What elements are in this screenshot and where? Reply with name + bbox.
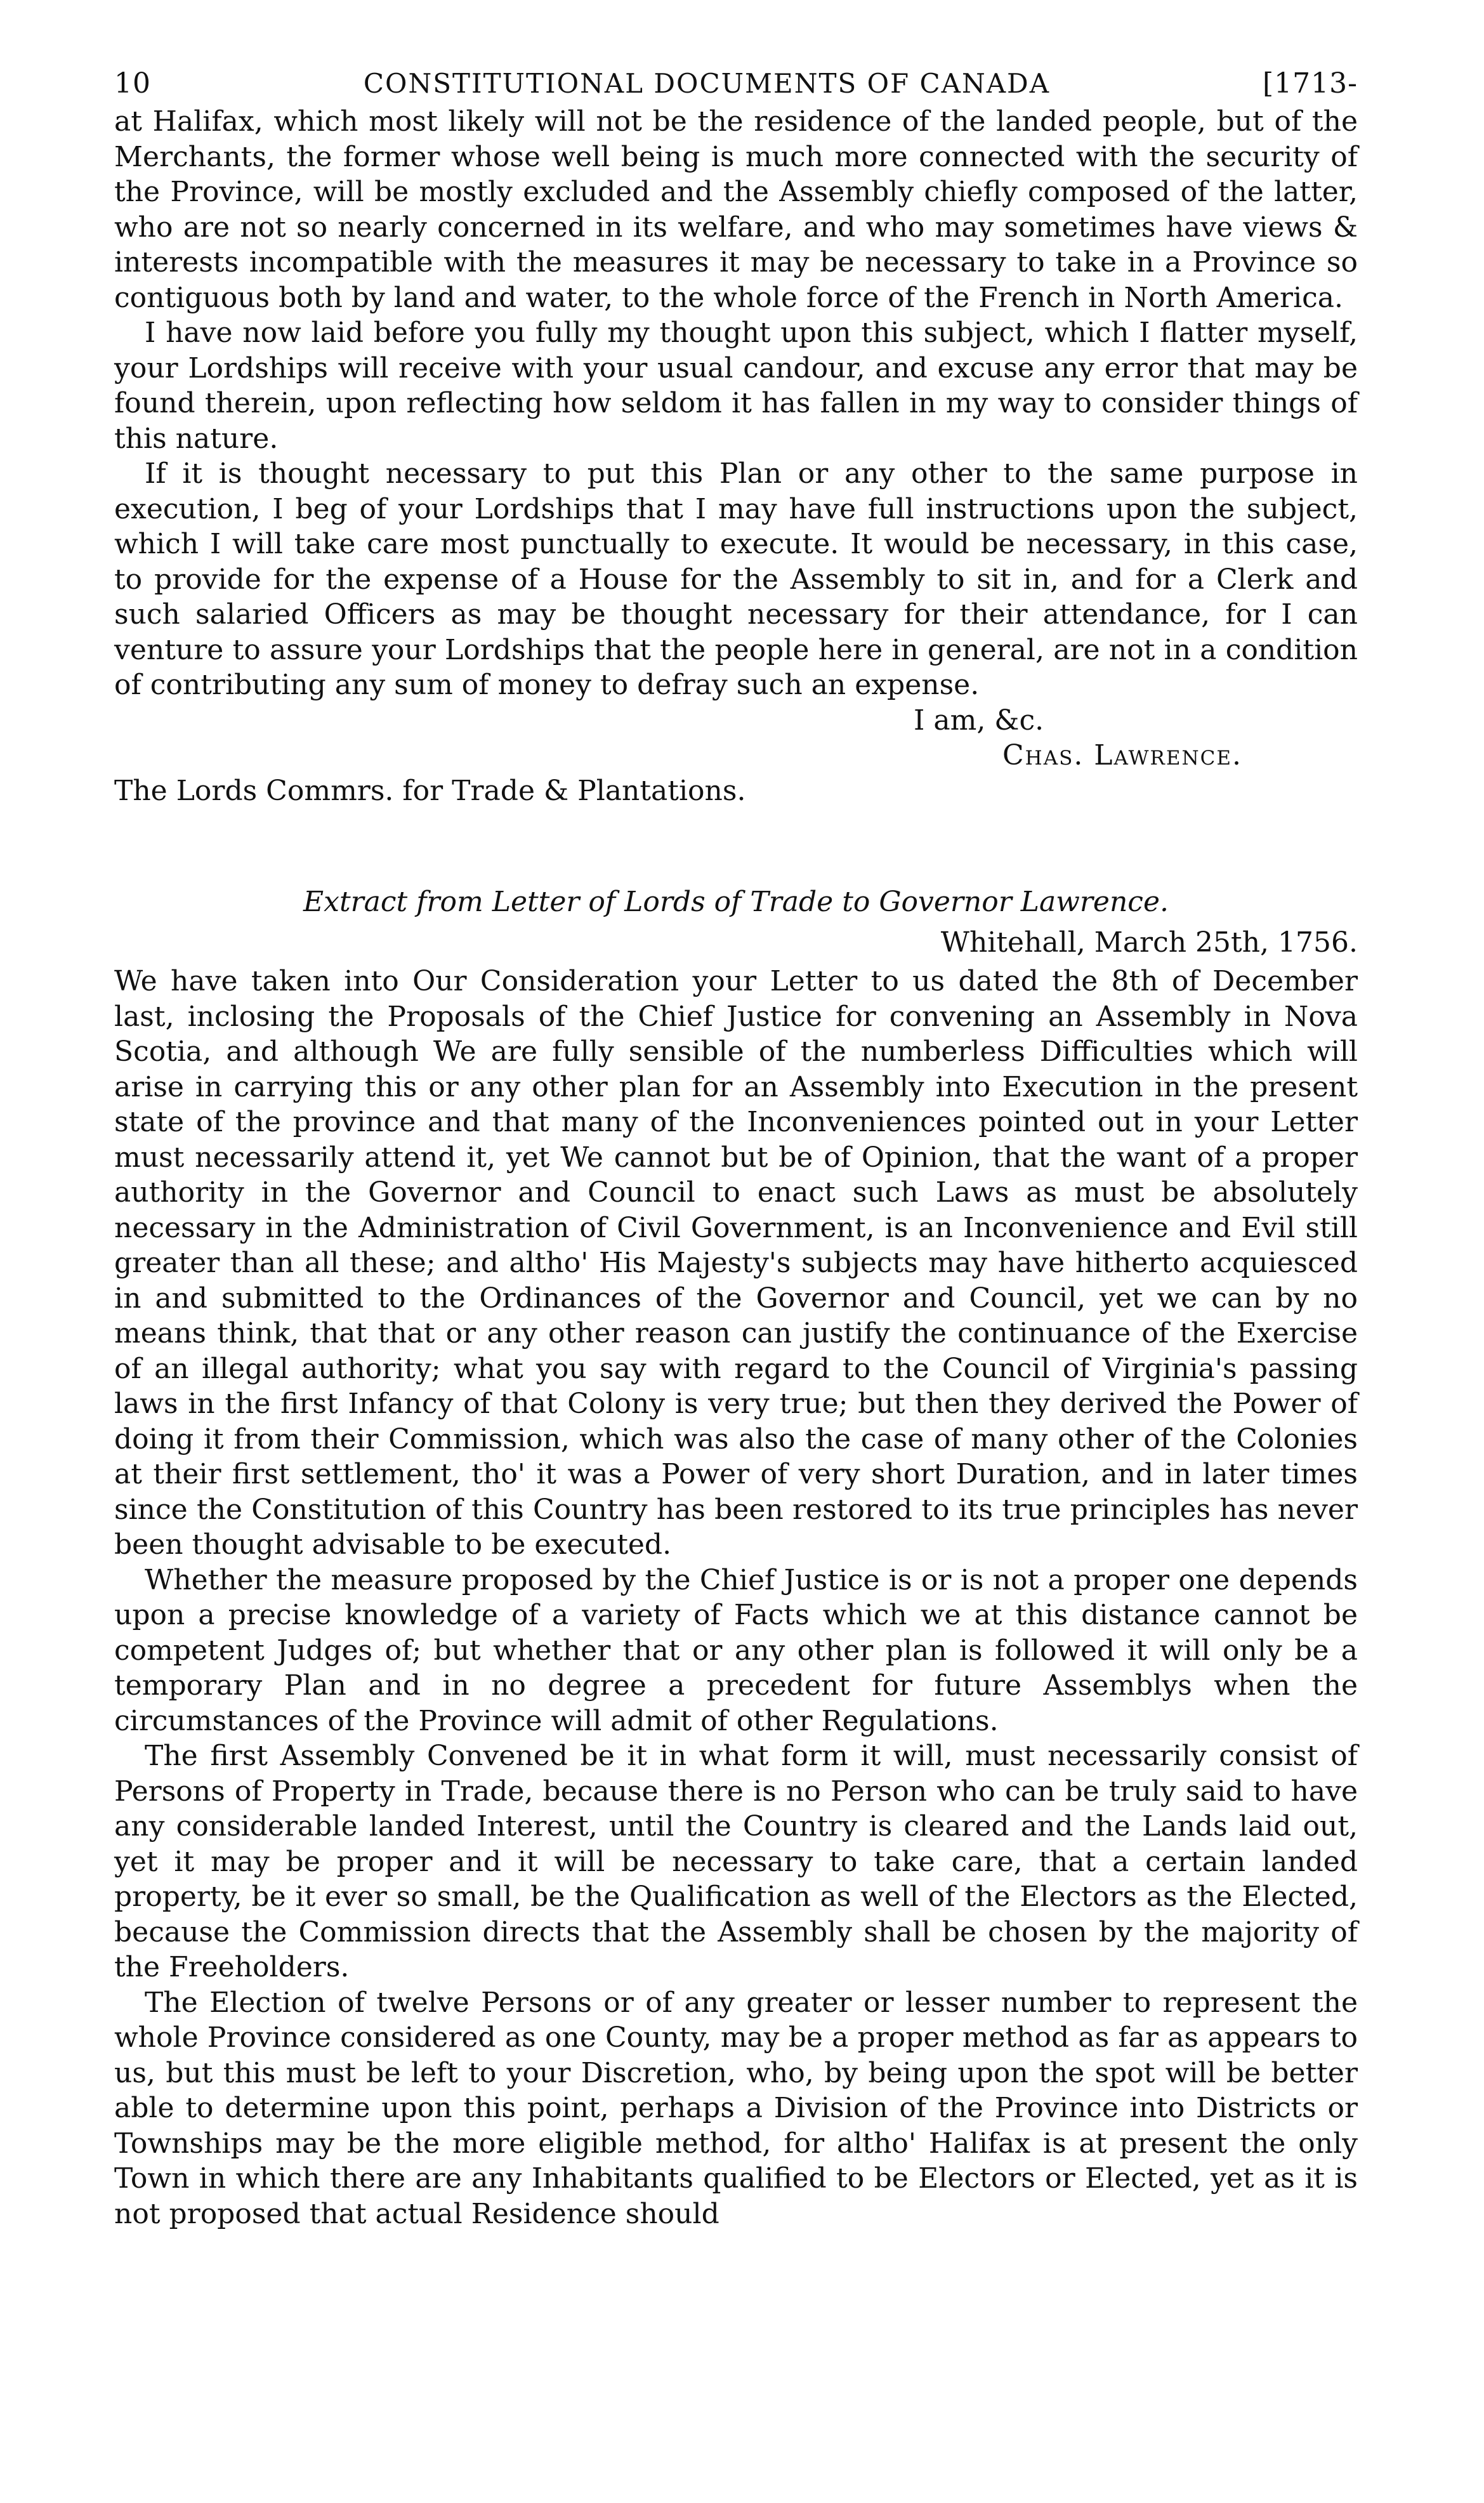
extract-heading: Extract from Letter of Lords of Trade to Governor Lawrence.: [303, 886, 1169, 918]
letter-paragraph: I have now laid before you fully my thought upon this subject, which I flatter myself, your Lordships will receive with your usual candour, and excuse any error that may be found therein, upon reflecting how seldom it has fallen in my way to consider things of this nature.: [114, 317, 1358, 455]
letter-closing: I am, &c.: [914, 704, 1044, 737]
running-title: CONSTITUTIONAL DOCUMENTS OF CANADA: [363, 68, 1051, 99]
letter-paragraph: If it is thought necessary to put this Plan or any other to the same purpose in execution, I beg of your Lordships that I may have full instructions upon the subject, which I will take care most punctually to execute. It would be necessary, in this case, to provide for the expense of a House for the Assembly to sit in, and for a Clerk and such salaried Officers as may be thought necessary for their attendance, for I can venture to assure your Lordships that the people here in general, are not in a condition of contributing any sum of money to defray such an expense.: [114, 457, 1358, 701]
letter-closing-block: [114, 703, 1358, 773]
extract-paragraph: We have taken into Our Consideration your Letter to us dated the 8th of December last, inclosing the Proposals of the Chief Justice for convening an Assembly in Nova Scotia, and although We are fully sensible of the numberless Difficulties which will arise in carrying this or any other plan for an Assembly into Execution in the present state of the province and that many of the Inconveniences pointed out in your Letter must necessarily attend it, yet We cannot but be of Opinion, that the want of a proper authority in the Governor and Council to enact such Laws as must be absolutely necessary in the Administration of Civil Government, is an Inconvenience and Evil still greater than all these; and altho' His Majesty's subjects may have hitherto acquiesced in and submitted to the Ordinances of the Governor and Council, yet we can by no means think, that that or any other reason can justify the continuance of the Exercise of an illegal authority; what you say with regard to the Council of Virginia's passing laws in the first Infancy of that Colony is very true; but then they derived the Power of doing it from their Commission, which was also the case of many other of the Colonies at their first settlement, tho' it was a Power of very short Duration, and in later times since the Constitution of this Country has been restored to its true principles has never been thought advisable to be executed.: [114, 965, 1358, 1561]
extract-dateline: Whitehall, March 25th, 1756.: [940, 926, 1358, 959]
extract-paragraph: Whether the measure proposed by the Chief Justice is or is not a proper one depends upon a precise knowledge of a variety of Facts which we at this distance cannot be competent Judges of; but whether that or any other plan is followed it will only be a temporary Plan and in no degree a precedent for future Assemblys when the circumstances of the Province will admit of other Regulations.: [114, 1563, 1358, 1737]
extract-paragraph: The Election of twelve Persons or of any greater or lesser number to represent the whole Province considered as one County, may be a proper method as far as appears to us, but this must be left to your Discretion, who, by being upon the spot will be better able to determine upon this point, perhaps a Division of the Province into Districts or Townships may be the more eligible method, for altho' Halifax is at present the only Town in which there are any Inhabitants qualified to be Electors or Elected, yet as it is not proposed that actual Residence should: [114, 1986, 1358, 2230]
running-header: [114, 63, 1358, 104]
date-range: [1713-: [1262, 67, 1358, 100]
extract-paragraph: The first Assembly Convened be it in what form it will, must necessarily consist of Persons of Property in Trade, because there is no Person who can be truly said to have any considerable landed Interest, until the Country is cleared and the Lands laid out, yet it may be proper and it will be necessary to take care, that a certain landed property, be it ever so small, be the Qualification as well of the Electors as the Elected, because the Commission directs that the Assembly shall be chosen by the majority of the Freeholders.: [114, 1740, 1358, 1983]
letter-addressee: The Lords Commrs. for Trade & Plantations.: [114, 774, 746, 807]
letter-signature: Chas. Lawrence.: [1002, 739, 1242, 772]
letter-continuation-paragraph: at Halifax, which most likely will not be the residence of the landed people, but of the Merchants, the former whose well being is much more connected with the security of the Province, will be mostly excluded and the Assembly chiefly composed of the latter, who are not so nearly concerned in its welfare, and who may sometimes have views & interests incompatible with the measures it may be necessary to take in a Province so contiguous both by land and water, to the whole force of the French in North America.: [114, 105, 1358, 314]
document-page: [114, 63, 1358, 2231]
page-number: 10: [114, 67, 151, 100]
